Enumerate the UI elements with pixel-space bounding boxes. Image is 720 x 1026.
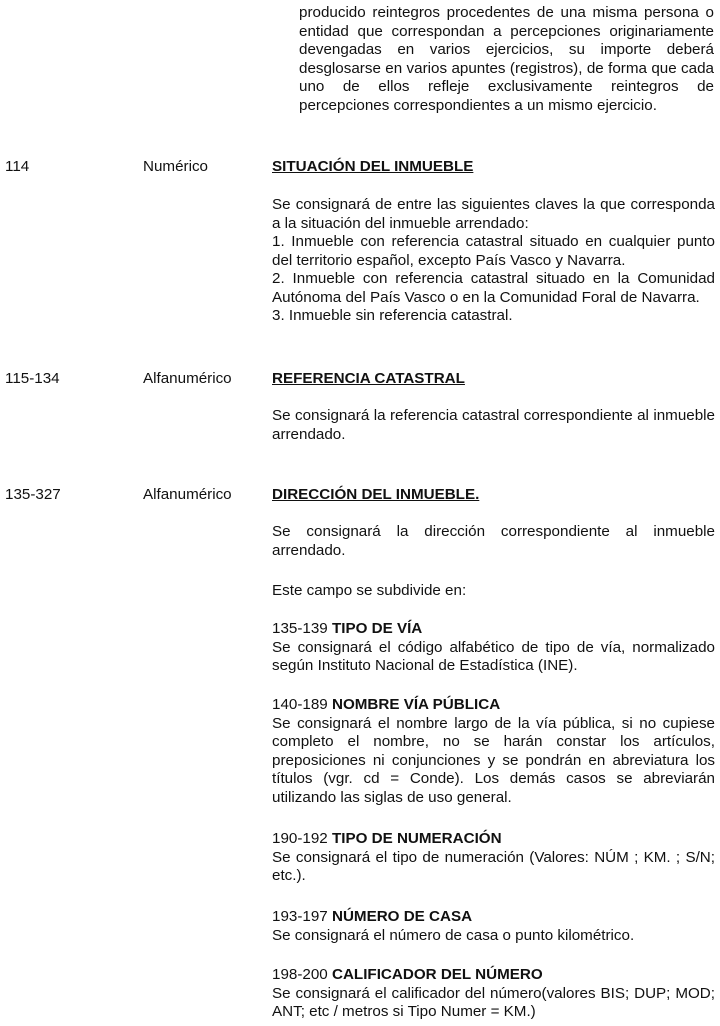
- field-intro: Se consignará la dirección correspondiente al inmueble arrendado.: [272, 523, 715, 559]
- subfield-title: TIPO DE NUMERACIÓN: [331, 830, 502, 847]
- subfield-title: NOMBRE VÍA PÚBLICA: [331, 696, 501, 713]
- subdivide-note: Este campo se subdivide en:: [272, 582, 467, 599]
- field-title: SITUACIÓN DEL INMUEBLE: [272, 158, 474, 175]
- subfield-title: NÚMERO DE CASA: [331, 908, 473, 925]
- subfield: [272, 696, 715, 807]
- field-type: Alfanumérico: [143, 370, 232, 387]
- subfield-text: Se consignará el calificador del número(valores BIS; DUP; MOD; ANT; etc / metros si Tipo Numer = KM.): [272, 984, 715, 1020]
- subfield: [272, 908, 715, 945]
- subfield-text: Se consignará el tipo de numeración (Valores: NÚM ; KM. ; S/N; etc.).: [272, 848, 715, 884]
- field-type: Alfanumérico: [143, 486, 232, 503]
- continuation-paragraph: producido reintegros procedentes de una misma persona o entidad que correspondan a percepciones originariamente devengadas en varios ejercicios, su importe deberá desglosarse en varios apuntes (registros), de forma que cada uno de ellos refleje exclusivamente reintegros de percepciones correspondientes a un mismo ejercicio.: [299, 4, 714, 114]
- option-item: 1. Inmueble con referencia catastral situado en cualquier punto del territorio español, excepto País Vasco y Navarra.: [272, 233, 715, 269]
- subfield-text: Se consignará el código alfabético de tipo de vía, normalizado según Instituto Nacional de Estadística (INE).: [272, 638, 715, 674]
- field-title: DIRECCIÓN DEL INMUEBLE.: [272, 486, 480, 503]
- subfield-code: 198-200: [272, 966, 328, 983]
- subfield-code: 190-192: [272, 830, 328, 847]
- subfield-title: TIPO DE VÍA: [331, 620, 423, 637]
- field-description: [272, 196, 715, 326]
- field-type: Numérico: [143, 158, 208, 175]
- field-intro: Se consignará de entre las siguientes claves la que corresponda a la situación del inmueble arrendado:: [272, 196, 715, 232]
- subfield-title: CALIFICADOR DEL NÚMERO: [331, 966, 543, 983]
- subfield-code: 135-139: [272, 620, 328, 637]
- field-intro: Se consignará la referencia catastral correspondiente al inmueble arrendado.: [272, 407, 715, 443]
- field-title: REFERENCIA CATASTRAL: [272, 370, 465, 387]
- subfield-code: 193-197: [272, 908, 328, 925]
- subfield-text: Se consignará el nombre largo de la vía pública, si no cupiese completo el nombre, no se harán constar los artículos, preposiciones ni conjunciones y se pondrán en abreviatura los títulos (vgr. cd = Conde). Los demás casos se abreviarán utilizando las siglas de uso general.: [272, 714, 715, 806]
- field-position: 135-327: [5, 486, 61, 503]
- subfield-text: Se consignará el número de casa o punto kilométrico.: [272, 926, 635, 944]
- field-position: 114: [5, 158, 30, 175]
- subfield: [272, 620, 715, 676]
- subfield: [272, 966, 715, 1022]
- option-item: 2. Inmueble con referencia catastral situado en la Comunidad Autónoma del País Vasco o en la Comunidad Foral de Navarra.: [272, 270, 715, 306]
- subfield: [272, 830, 715, 886]
- option-item: 3. Inmueble sin referencia catastral.: [272, 307, 513, 324]
- field-position: 115-134: [5, 370, 60, 387]
- subfield-code: 140-189: [272, 696, 328, 713]
